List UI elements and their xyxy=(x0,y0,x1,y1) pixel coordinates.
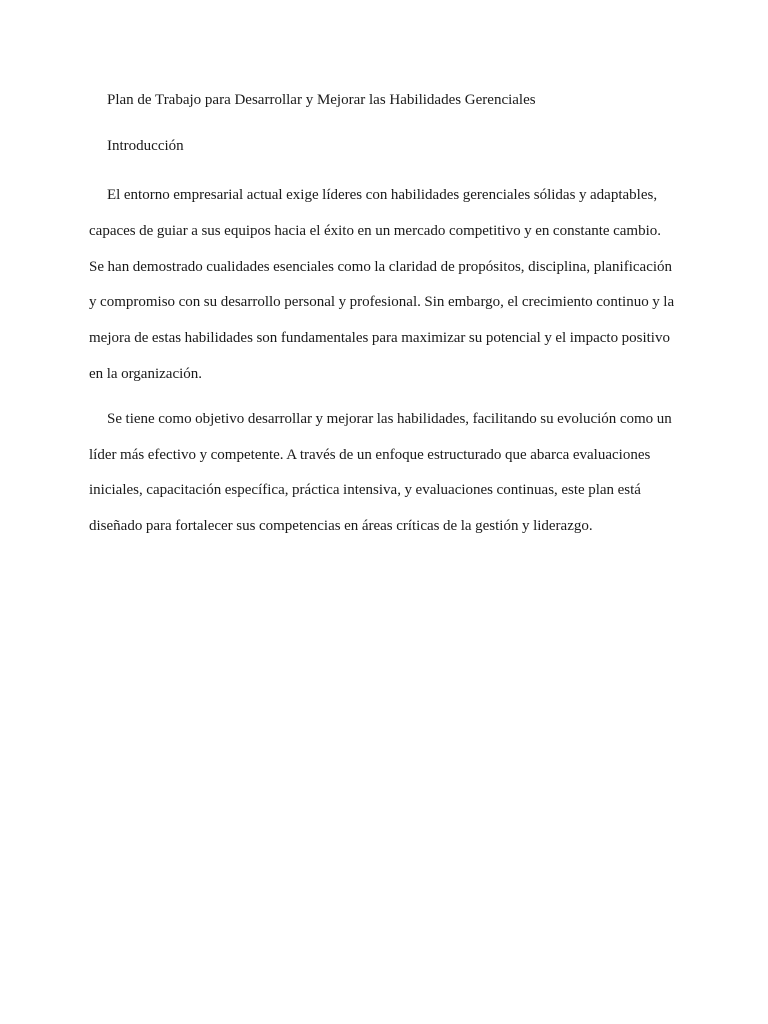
document-title: Plan de Trabajo para Desarrollar y Mejorar las Habilidades Gerenciales xyxy=(107,92,536,108)
document-body xyxy=(89,86,679,545)
paragraph-objective: Se tiene como objetivo desarrollar y mejorar las habilidades, facilitando su evolución como un líder más efectivo y competente. A través de un enfoque estructurado que abarca evaluaciones iniciales, capacitación específica, práctica intensiva, y evaluaciones continuas, este plan está diseñado para fortalecer sus competencias en áreas críticas de la gestión y liderazgo. xyxy=(89,410,672,535)
section-heading: Introducción xyxy=(107,138,184,154)
paragraph-intro: El entorno empresarial actual exige líderes con habilidades gerenciales sólidas y adaptables, capaces de guiar a sus equipos hacia el éxito en un mercado competitivo y en constante cambio. Se han demostrado cualidades esenciales como la claridad de propósitos, disciplina, planificación y compromiso con su desarrollo personal y profesional. Sin embargo, el crecimiento continuo y la mejora de estas habilidades son fundamentales para maximizar su potencial y el impacto positivo en la organización. xyxy=(89,187,675,382)
